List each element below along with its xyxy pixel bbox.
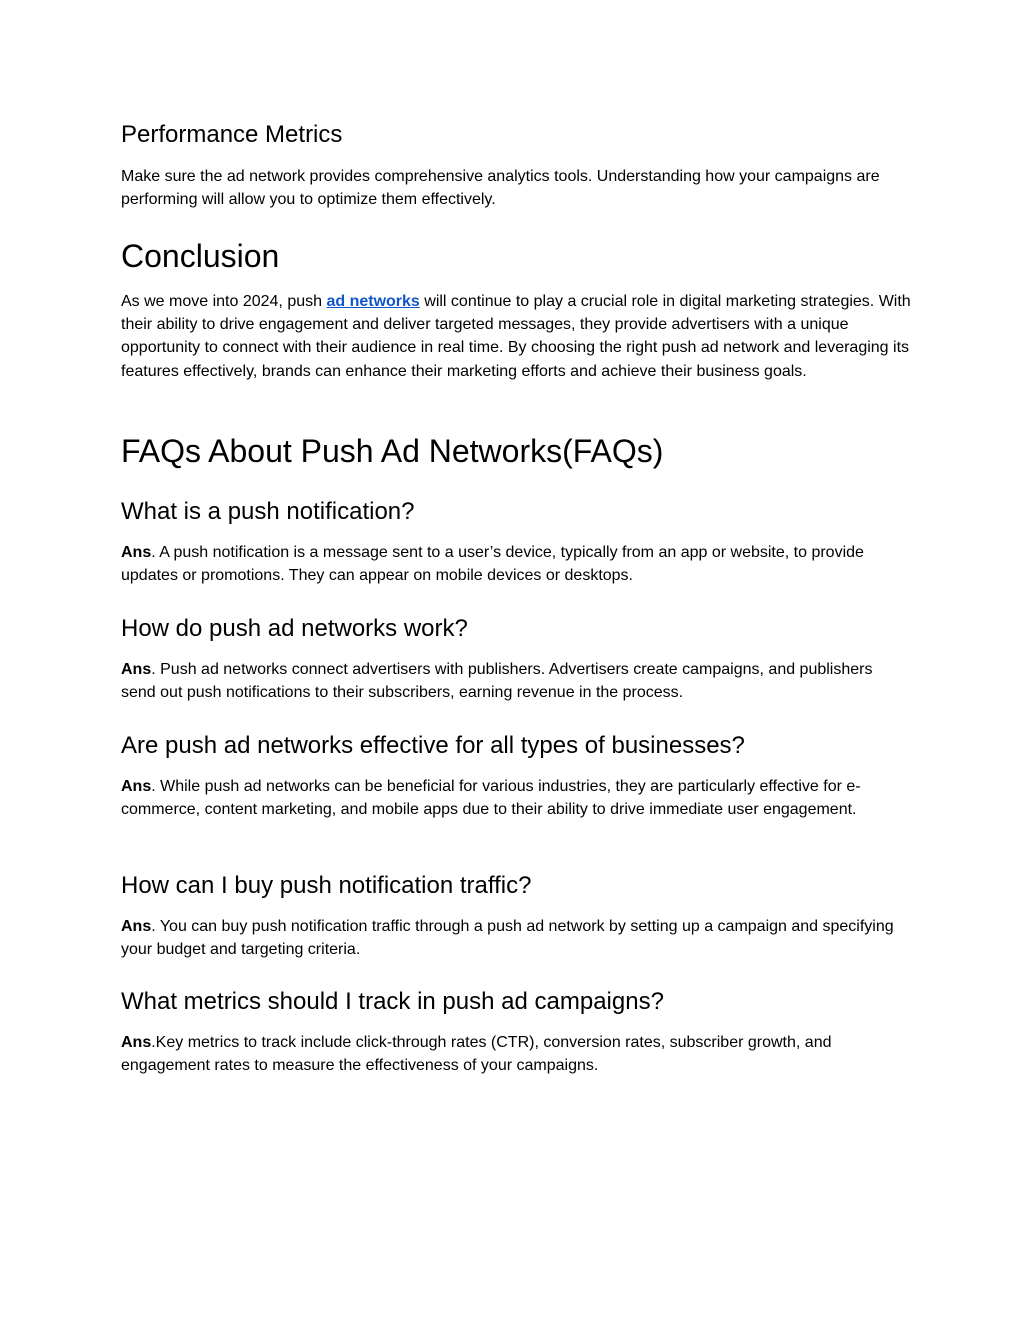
answer-prefix: Ans [121,661,152,678]
ad-networks-link[interactable]: ad networks [326,293,420,310]
faq-answer [121,915,911,961]
performance-metrics-heading: Performance Metrics [121,121,343,148]
faq-answer [121,541,911,587]
answer-prefix: Ans [121,918,152,935]
faq-answer-text: . A push notification is a message sent to a user’s device, typically from an app or website, to provide updates or promotions. They can appear on mobile devices or desktops. [121,544,864,585]
faq-answer-text: .Key metrics to track include click-through rates (CTR), conversion rates, subscriber growth, and engagement rates to measure the effectiveness of your campaigns. [121,1034,832,1075]
faq-answer [121,775,911,821]
answer-prefix: Ans [121,1034,152,1051]
conclusion-heading: Conclusion [121,238,280,274]
faq-answer-text: . While push ad networks can be beneficial for various industries, they are particularly effective for e-commerce, content marketing, and mobile apps due to their ability to drive immediate user engagement. [121,778,861,819]
faq-question: Are push ad networks effective for all types of businesses? [121,732,745,759]
answer-prefix: Ans [121,778,152,795]
faqs-heading: FAQs About Push Ad Networks(FAQs) [121,433,664,469]
conclusion-text-end: will continue to play a crucial role in digital marketing strategies. With their ability to drive engagement and deliver targeted messages, they provide advertisers with a unique opportunity to connect with their audience in real time. By choosing the right push ad network and leveraging its features effectively, brands can enhance their marketing efforts and achieve their business goals. [121,293,911,380]
faq-answer-text: . Push ad networks connect advertisers with publishers. Advertisers create campaigns, and publishers send out push notifications to their subscribers, earning revenue in the process. [121,661,873,702]
faq-answer [121,1031,911,1077]
faq-question: How do push ad networks work? [121,615,468,642]
conclusion-text-start: As we move into 2024, push [121,293,327,310]
faq-answer-text: . You can buy push notification traffic through a push ad network by setting up a campaign and specifying your budget and targeting criteria. [121,918,894,959]
faq-question: What metrics should I track in push ad campaigns? [121,988,664,1015]
performance-metrics-paragraph: Make sure the ad network provides comprehensive analytics tools. Understanding how your campaigns are performing will allow you to optimize them effectively. [121,168,880,209]
faq-question: What is a push notification? [121,498,415,525]
answer-prefix: Ans [121,544,152,561]
faq-question: How can I buy push notification traffic? [121,872,532,899]
faq-answer [121,658,911,704]
conclusion-paragraph [121,290,911,383]
